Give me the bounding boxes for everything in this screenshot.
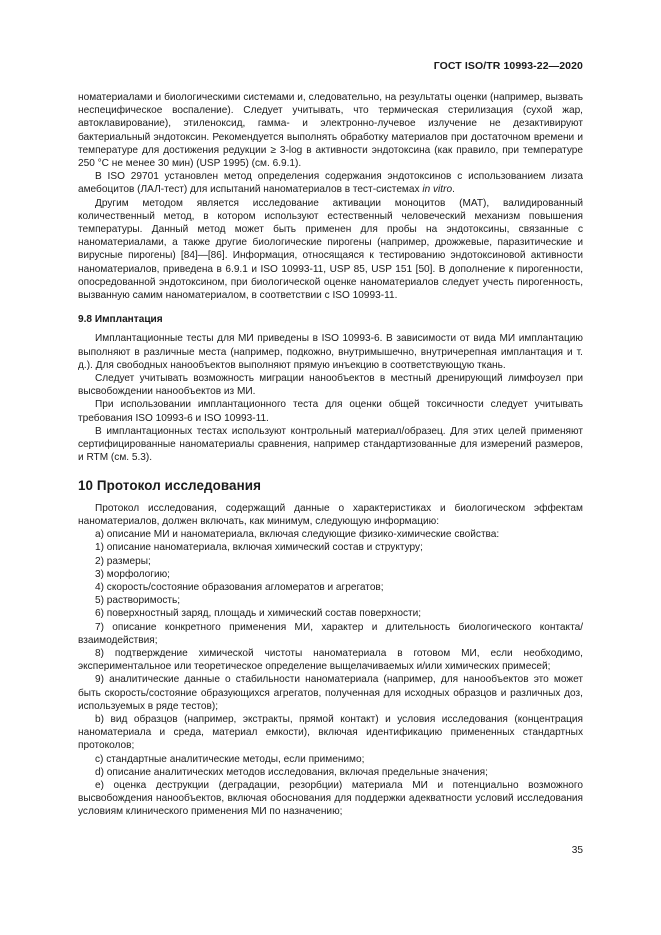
list-item-c: с) стандартные аналитические методы, если применимо;	[95, 753, 365, 765]
in-vitro-term: in vitro	[422, 184, 453, 196]
section-heading-test-protocol: 10 Протокол исследования	[78, 478, 262, 494]
list-item-e: е) оценка деструкции (деградации, резорбции) материала МИ и потенциально возможного высвобождения нанообъектов, включая обоснования для поддержки адекватности условий исследования условиям клинического применения МИ по назначению;	[78, 779, 583, 818]
list-item-b: b) вид образцов (например, экстракты, прямой контакт) и условия исследования (концентрация наноматериала и среда, материал емкости), включая идентификацию примененных стандартных протоколов;	[78, 713, 583, 752]
list-item-3: 3) морфологию;	[95, 568, 170, 580]
paragraph-implantation-tests: Имплантационные тесты для МИ приведены в ISO 10993-6. В зависимости от вида МИ имплантацию выполняют в различные места (например, подкожно, внутримышечно, внутричерепная имплантация и т. д.). Для свободных нанообъектов выполняют прямую инъекцию в соответствующую ткань.	[78, 333, 583, 371]
list-item-d: d) описание аналитических методов исследования, включая предельные значения;	[95, 766, 488, 778]
subsection-heading-implantation: 9.8 Имплантация	[78, 314, 163, 326]
list-item-6: 6) поверхностный заряд, площадь и химический состав поверхности;	[95, 608, 422, 620]
list-item-9: 9) аналитические данные о стабильности наноматериала (например, для нанообъектов это может быть скорость/состояние образующихся агрегатов, полученная для исходных образцов и различных доз, используемых в ряде тестов);	[78, 674, 583, 712]
paragraph-iso-29701-end: .	[452, 184, 455, 196]
list-item-1: 1) описание наноматериала, включая химический состав и структуру;	[95, 542, 423, 554]
paragraph-mat-method: Другим методом является исследование активации моноцитов (МАТ), валидированный количественный метод, в котором используют естественный человеческий механизм повышения температуры. Данный метод может быть применен для пробы на эндотоксины, связанные с наноматериалами, а также другие биологические пирогены (например, дрожжевые, паразитические и вирусные пирогены) [84]—[86]. Информация, относящаяся к тестированию эндотоксиновой активности наноматериалов, приведена в 6.9.1 и ISO 10993-11, USP 85, USP 151 [50]. В дополнение к пирогенности, опосредованной эндотоксином, при биологической оценке наноматериалов следует учесть пирогенность, вызванную самим наноматериалом, в соответствии с ISO 10993-11.	[78, 197, 583, 302]
list-item-7: 7) описание конкретного применения МИ, характер и длительность биологического контакта/взаимодействия;	[78, 621, 583, 646]
paragraph-endotoxin-continuation: номатериалами и биологическими системами и, следовательно, на результаты оценки (например, вызвать неспецифическое воспаление). Следует учитывать, что термическая стерилизация (сухой жар, автоклавирование), этиленоксид, гамма- и электронно-лучевое излучение не дезактивируют бактериальный эндотоксин. Рекомендуется выполнять обработку материалов при достаточном времени и температуре для достижения редукции ≥ 3-log в активности эндотоксина (как правило, при температуре 250 °С не менее 30 мин) (USP 1995) (см. 6.9.1).	[78, 92, 583, 170]
list-item-4: 4) скорость/состояние образования агломератов и агрегатов;	[95, 581, 384, 593]
page-content	[78, 91, 583, 819]
paragraph-protocol-intro: Протокол исследования, содержащий данные о характеристиках и биологическом эффектам наноматериалов, должен включать, как минимум, следующую информацию:	[78, 502, 583, 527]
list-item-a: а) описание МИ и наноматериала, включая следующие физико-химические свойства:	[95, 529, 500, 541]
page-number: 35	[571, 845, 583, 856]
paragraph-general-toxicity: При использовании имплантационного теста для оценки общей токсичности следует учитывать требования ISO 10993-6 и ISO 10993-11.	[78, 399, 583, 424]
list-item-2: 2) размеры;	[95, 555, 151, 567]
list-item-5: 5) растворимость;	[95, 595, 181, 607]
list-item-8: 8) подтверждение химической чистоты наноматериала в готовом МИ, если необходимо, экспериментальное или теоретическое определение выщелачиваемых и/или химических примесей;	[78, 647, 583, 673]
document-code-header: ГОСТ ISO/TR 10993-22—2020	[433, 60, 583, 72]
paragraph-iso-29701-text: В ISO 29701 установлен метод определения содержания эндотоксинов с использованием лизата амебоцитов (ЛАЛ-тест) для испытаний наноматериалов в тест-системах	[78, 171, 583, 196]
paragraph-iso-29701	[78, 170, 583, 196]
paragraph-lymph-node-migration: Следует учитывать возможность миграции нанообъектов в местный дренирующий лимфоузел при высвобождении нанообъектов из МИ.	[78, 373, 583, 398]
paragraph-control-material: В имплантационных тестах используют контрольный материал/образец. Для этих целей применяют сертифицированные наноматериалы сравнения, например стандартизованные для измерений размеров, и RTM (см. 5.3).	[78, 425, 583, 464]
